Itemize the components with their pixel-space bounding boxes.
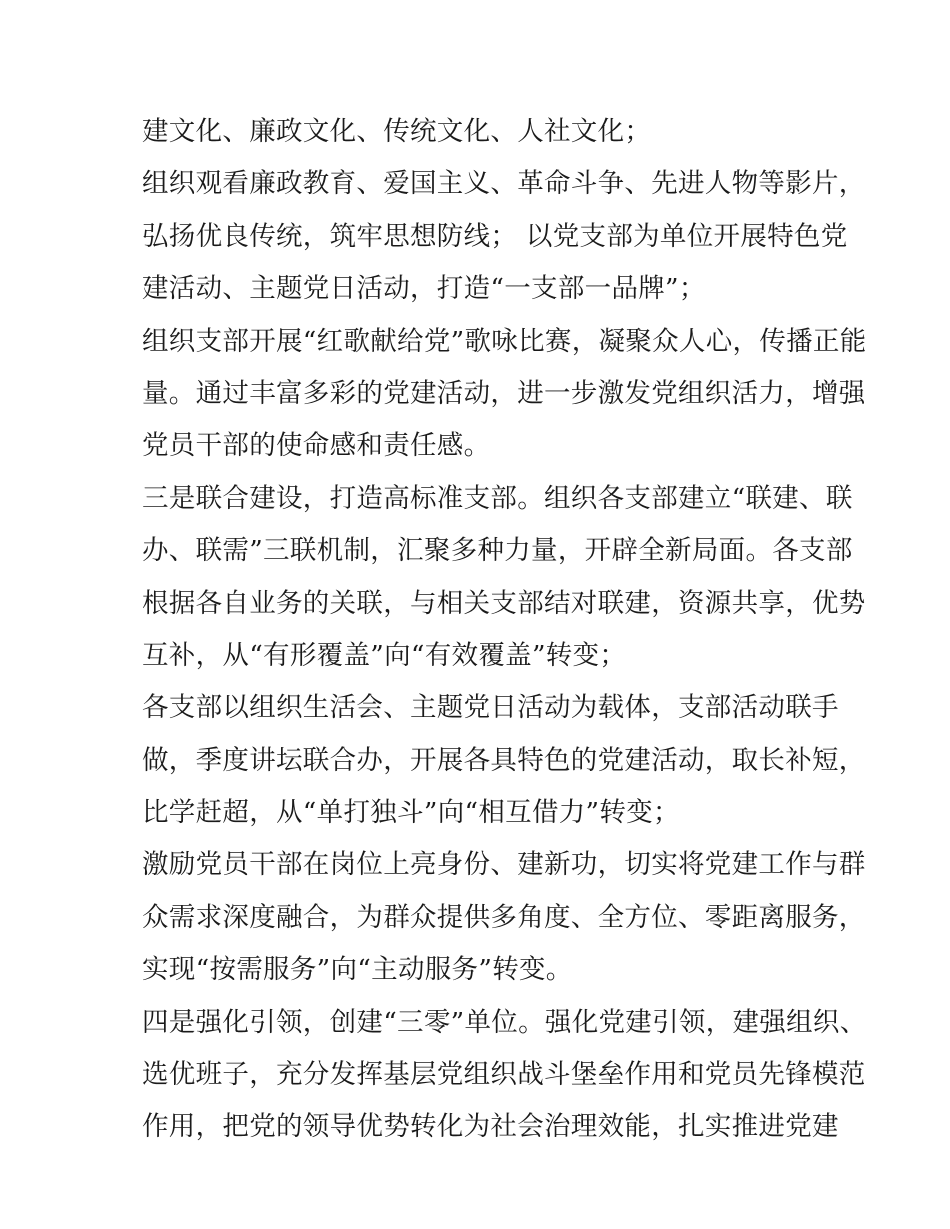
text-line: 众需求深度融合，为群众提供多角度、全方位、零距离服务， — [142, 901, 866, 933]
text-line: 建文化、廉政文化、传统文化、人社文化； — [142, 116, 652, 147]
text-line: 根据各自业务的关联，与相关支部结对联建，资源共享，优势 — [142, 587, 866, 619]
text-line: 比学赶超，从“单打独斗”向“相互借力”转变； — [142, 797, 680, 829]
text-line: 四是强化引领，创建“三零”单位。强化党建引领，建强组织、 — [142, 1006, 867, 1038]
text-line: 作用，把党的领导优势转化为社会治理效能，扎实推进党建 — [142, 1111, 839, 1143]
text-line: 选优班子，充分发挥基层党组织战斗堡垒作用和党员先锋模范 — [142, 1059, 866, 1091]
text-line: 组织支部开展“红歌献给党”歌咏比赛，凝聚众人心，传播正能 — [142, 325, 867, 357]
text-line: 激励党员干部在岗位上亮身份、建新功，切实将党建工作与群 — [142, 849, 866, 881]
text-line: 各支部以组织生活会、主题党日活动为载体，支部活动联手 — [142, 692, 839, 724]
text-line: 组织观看廉政教育、爱国主义、革命斗争、先进人物等影片， — [142, 168, 866, 200]
document-body — [142, 106, 867, 1154]
text-line: 办、联需”三联机制，汇聚多种力量，开辟全新局面。各支部 — [142, 535, 853, 567]
text-line: 实现“按需服务”向“主动服务”转变。 — [142, 954, 573, 986]
text-line: 做，季度讲坛联合办，开展各具特色的党建活动，取长补短， — [142, 744, 866, 776]
text-line: 建活动、主题党日活动，打造“一支部一品牌”； — [142, 273, 706, 305]
text-line: 三是联合建设，打造高标准支部。组织各支部建立“联建、联 — [142, 482, 853, 514]
text-line: 互补，从“有形覆盖”向“有效覆盖”转变； — [142, 639, 627, 671]
text-line: 党员干部的使命感和责任感。 — [142, 430, 491, 462]
text-line: 量。通过丰富多彩的党建活动，进一步激发党组织活力，增强 — [142, 377, 866, 409]
text-line: 弘扬优良传统，筑牢思想防线； 以党支部为单位开展特色党 — [142, 220, 848, 252]
